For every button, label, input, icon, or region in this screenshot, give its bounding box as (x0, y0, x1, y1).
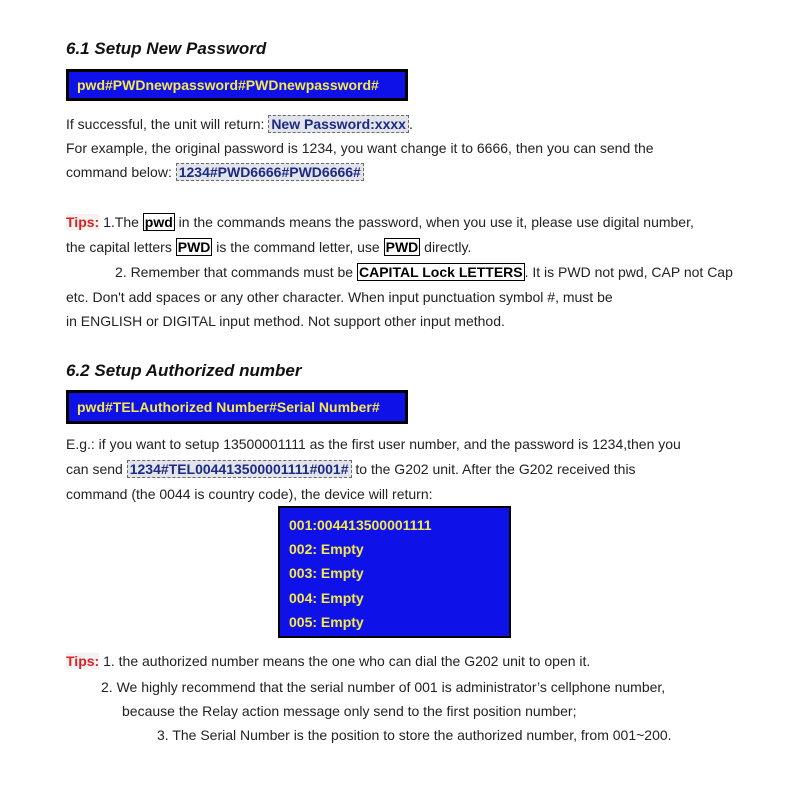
result-line: 004: Empty (289, 589, 364, 606)
tips1-line-5: in ENGLISH or DIGITAL input method. Not support other input method. (66, 313, 505, 329)
return-value-highlight: New Password:xxxx (268, 115, 409, 133)
example-command-highlight: 1234#PWD6666#PWD6666# (176, 163, 364, 181)
return-result-panel (278, 506, 511, 638)
eg-line-3: command (the 0044 is country code), the device will return: (66, 486, 433, 502)
eg-line-2 (66, 457, 636, 481)
tel-example-highlight: 1234#TEL004413500001111#001# (127, 460, 352, 478)
tips1-text-c: in the commands means the password, when you use it, please use digital number, (174, 214, 694, 230)
example-line-1: For example, the original password is 1234, you want change it to 6666, then you can send the (66, 140, 654, 156)
tips2-label: Tips: (66, 653, 100, 669)
return-line (66, 112, 413, 136)
result-line: 003: Empty (289, 565, 364, 582)
tips1-line-3 (115, 260, 733, 284)
tips1-l2-e: directly. (420, 239, 472, 255)
tips1-line-4: etc. Don't add spaces or any other character. When input punctuation symbol #, must be (66, 289, 613, 305)
tel-command-bar (66, 390, 408, 424)
eg-l2-c: to the G202 unit. After the G202 received this (351, 461, 636, 477)
eg-l2-a: can send (66, 461, 127, 477)
example-prefix: command below: (66, 164, 176, 180)
section-6-1-heading: 6.1 Setup New Password (66, 39, 267, 58)
result-line: 005: Empty (289, 613, 364, 630)
tips1-l2-a: the capital letters (66, 239, 176, 255)
pwd-command-text: pwd#PWDnewpassword#PWDnewpassword# (77, 77, 379, 93)
return-prefix: If successful, the unit will return: (66, 116, 269, 132)
tips1-label: Tips: (66, 214, 100, 230)
tips1-l3-c: . It is PWD not pwd, CAP not Cap (524, 264, 733, 280)
result-line: 001:004413500001111 (289, 517, 432, 533)
pwd-boxed: pwd (144, 214, 173, 230)
tips1-l3-a: 2. Remember that commands must be (115, 264, 357, 280)
tips2-line-4: 3. The Serial Number is the position to store the authorized number, from 001~200. (157, 727, 672, 743)
tel-command-text: pwd#TELAuthorized Number#Serial Number# (77, 399, 380, 415)
tips1-line-2 (66, 235, 471, 259)
result-line: 002: Empty (289, 541, 364, 558)
tips1-line-1 (66, 210, 694, 234)
tips1-text-a: 1.The (99, 214, 143, 230)
example-line-2 (66, 160, 364, 184)
tips1-l2-c: is the command letter, use (212, 239, 384, 255)
section-6-2-heading: 6.2 Setup Authorized number (66, 361, 302, 380)
tips2-line-1 (66, 649, 590, 673)
capital-lock-boxed: CAPITAL Lock LETTERS (359, 264, 523, 280)
tips2-line-2: 2. We highly recommend that the serial number of 001 is administrator’s cellphone number, (101, 679, 666, 695)
tips2-text-1: 1. the authorized number means the one who can dial the G202 unit to open it. (99, 653, 591, 669)
eg-line-1: E.g.: if you want to setup 13500001111 as the first user number, and the password is 1234,then you (66, 436, 681, 452)
pwd-command-bar (66, 69, 408, 101)
pwd-upper-boxed-1: PWD (177, 239, 211, 255)
pwd-upper-boxed-2: PWD (385, 239, 419, 255)
return-suffix: . (408, 116, 413, 132)
tips2-line-3: because the Relay action message only send to the first position number; (122, 703, 577, 719)
